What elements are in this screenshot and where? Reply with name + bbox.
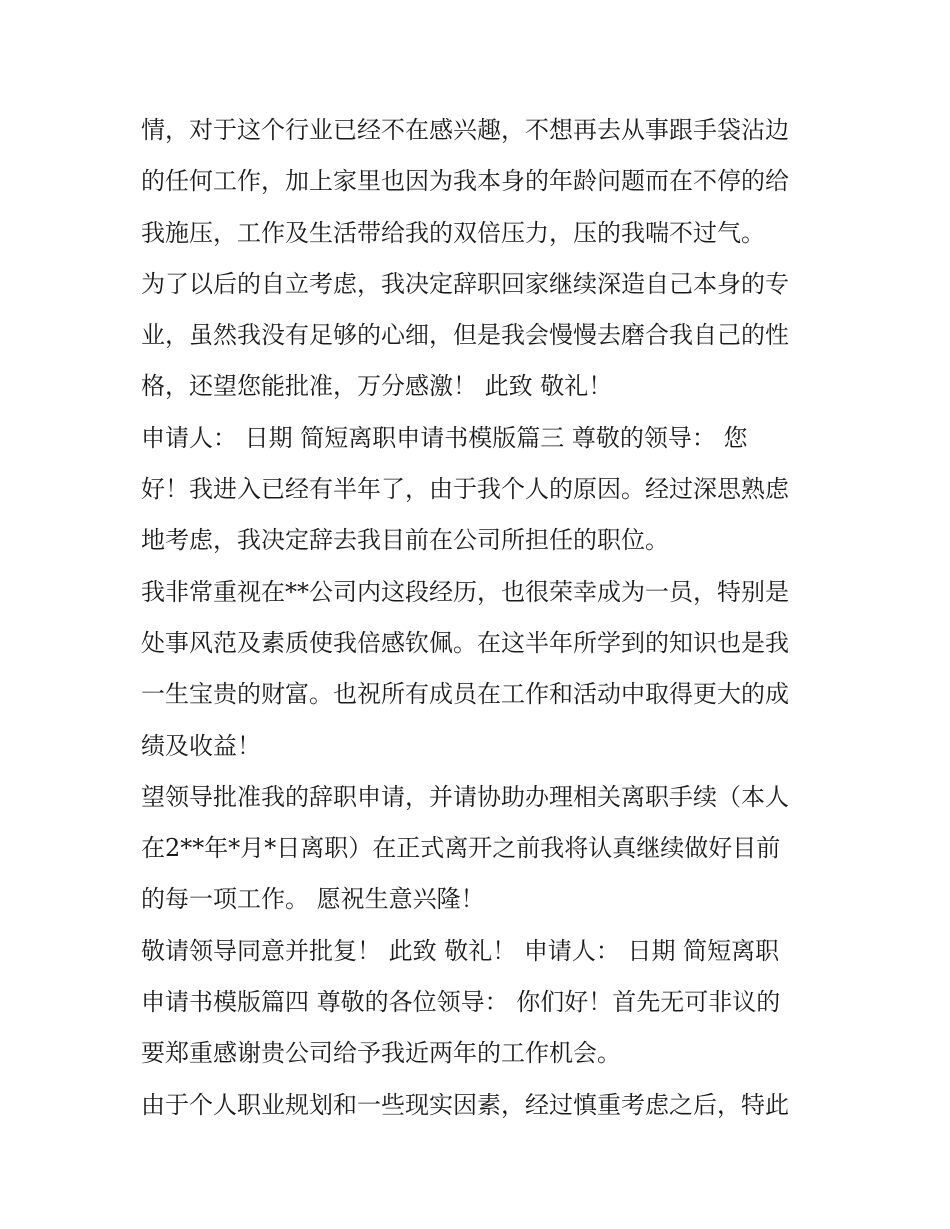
document-body	[141, 105, 821, 1131]
text-line: 敬请领导同意并批复！ 此致 敬礼！ 申请人： 日期 简短离职	[141, 936, 780, 965]
text-line: 情，对于这个行业已经不在感兴趣，不想再去从事跟手袋沾边	[141, 116, 789, 144]
text-line: 处事风范及素质使我倍感钦佩。在这半年所学到的知识也是我	[141, 628, 789, 657]
text-line: 格，还望您能批准，万分感激！ 此致 敬礼！	[141, 372, 613, 401]
text-line: 我施压，工作及生活带给我的双倍压力，压的我喘不过气。	[141, 218, 765, 247]
text-line: 要郑重感谢贵公司给予我近两年的工作机会。	[141, 1039, 621, 1068]
text-line: 的任何工作，加上家里也因为我本身的年龄问题而在不停的给	[141, 167, 789, 196]
text-line: 我非常重视在**公司内这段经历，也很荣幸成为一员，特别是	[141, 577, 789, 606]
text-line: 好！我进入已经有半年了，由于我个人的原因。经过深思熟虑	[141, 475, 789, 504]
text-line: 为了以后的自立考虑，我决定辞职回家继续深造自己本身的专	[141, 269, 789, 298]
text-line: 绩及收益！	[141, 731, 261, 760]
text-line: 在2**年*月*日离职）在正式离开之前我将认真继续做好目前	[141, 834, 781, 863]
text-line: 业，虽然我没有足够的心细，但是我会慢慢去磨合我自己的性	[141, 321, 789, 350]
text-line: 由于个人职业规划和一些现实因素，经过慎重考虑之后，特此	[141, 1090, 789, 1119]
text-line: 申请书模版篇四 尊敬的各位领导： 你们好！首先无可非议的	[141, 988, 781, 1017]
text-line: 一生宝贵的财富。也祝所有成员在工作和活动中取得更大的成	[141, 680, 789, 709]
text-line: 申请人： 日期 简短离职申请书模版篇三 尊敬的领导： 您	[141, 423, 748, 452]
text-line: 的每一项工作。 愿祝生意兴隆！	[141, 885, 485, 914]
text-line: 地考虑，我决定辞去我目前在公司所担任的职位。	[141, 526, 669, 555]
text-line: 望领导批准我的辞职申请，并请协助办理相关离职手续（本人	[141, 782, 789, 811]
